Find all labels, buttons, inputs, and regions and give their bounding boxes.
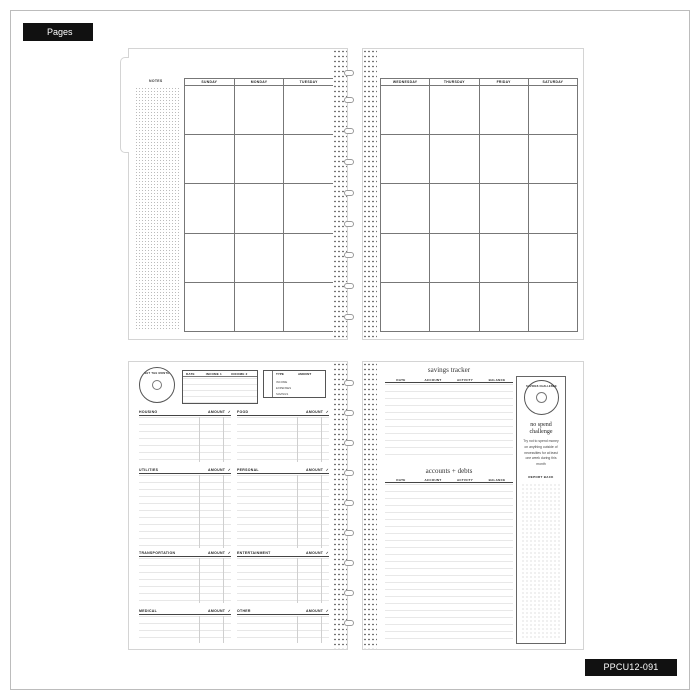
col-balance: BALANCE (488, 478, 506, 482)
challenge-badge (524, 380, 559, 415)
col-date: DATE (396, 478, 406, 482)
income-col-date: DATE (186, 372, 195, 376)
budget-block-medical (139, 609, 231, 643)
dot-pattern-strip (363, 362, 377, 649)
product-code: PPCU12-091 (585, 659, 677, 676)
amount-label: AMOUNT (306, 551, 324, 555)
check-label: ✓ (227, 410, 231, 414)
amount-label: AMOUNT (306, 468, 324, 472)
budget-block-entertainment (237, 551, 329, 603)
week-grid-right (380, 78, 578, 332)
check-label: ✓ (325, 551, 329, 555)
challenge-dot-grid (521, 483, 561, 639)
col-account: ACCOUNT (424, 478, 442, 482)
budget-page (128, 361, 348, 650)
category-label: ENTERTAINMENT (237, 551, 271, 555)
savings-tracker-table (385, 378, 513, 458)
day-header: THURSDAY (430, 79, 479, 86)
challenge-title-1: no spend (530, 422, 552, 428)
savings-page (362, 361, 584, 650)
dot-pattern-strip (363, 49, 377, 339)
day-header: SUNDAY (185, 79, 235, 86)
day-header: MONDAY (235, 79, 285, 86)
challenge-badge-text: SAVINGS CHALLENGE (526, 385, 557, 388)
amount-label: AMOUNT (208, 551, 226, 555)
accounts-debts-title: accounts + debts (425, 467, 473, 475)
section-label: Pages (23, 23, 93, 41)
amount-label: AMOUNT (306, 609, 324, 613)
page-tab (120, 57, 129, 153)
accounts-debts-table (385, 478, 513, 644)
category-label: HOUSING (139, 410, 158, 414)
amount-label: AMOUNT (208, 468, 226, 472)
challenge-title-2: challenge (529, 429, 553, 435)
category-label: FOOD (237, 410, 249, 414)
check-label: ✓ (227, 551, 231, 555)
budget-block-housing (139, 410, 231, 462)
report-back-label: REPORT BACK (528, 475, 554, 479)
goals-row: EXPENSES (276, 386, 292, 390)
check-label: ✓ (325, 609, 329, 613)
col-account: ACCOUNT (424, 378, 442, 382)
check-label: ✓ (325, 468, 329, 472)
category-label: TRANSPORTATION (139, 551, 176, 555)
category-label: MEDICAL (139, 609, 158, 613)
day-header: FRIDAY (480, 79, 529, 86)
income-table (182, 370, 258, 404)
goals-row: SAVINGS (276, 392, 289, 396)
month-badge (139, 367, 175, 403)
income-col-1: INCOME 1 (205, 372, 222, 376)
col-balance: BALANCE (488, 378, 506, 382)
goals-table (263, 370, 326, 398)
badge-inner-ring (536, 392, 547, 403)
week-grid-left (184, 78, 334, 332)
goals-col-type: TYPE (276, 372, 284, 376)
col-date: DATE (396, 378, 406, 382)
amount-label: AMOUNT (208, 410, 226, 414)
badge-text: SET THE MONTH (144, 372, 170, 375)
no-spend-challenge-box (516, 376, 566, 644)
badge-inner-ring (152, 380, 162, 390)
challenge-description: Try not to spend money on anything outside of necessities for at least one week during this month (523, 439, 559, 467)
col-activity: ACTIVITY (456, 478, 474, 482)
amount-label: AMOUNT (208, 609, 226, 613)
goals-col-amount: AMOUNT (298, 372, 312, 376)
category-label: PERSONAL (237, 468, 259, 472)
weekly-right-page (362, 48, 584, 340)
budget-block-utilities (139, 468, 231, 548)
category-label: UTILITIES (139, 468, 159, 472)
category-label: OTHER (237, 609, 251, 613)
income-col-2: INCOME 2 (231, 372, 248, 376)
goals-row: INCOME (276, 380, 288, 384)
notes-label: NOTES (149, 79, 163, 83)
check-label: ✓ (227, 468, 231, 472)
savings-tracker-title: savings tracker (427, 366, 471, 374)
check-label: ✓ (227, 609, 231, 613)
day-header: SATURDAY (529, 79, 578, 86)
day-header: TUESDAY (284, 79, 334, 86)
col-activity: ACTIVITY (456, 378, 474, 382)
budget-block-transportation (139, 551, 231, 603)
product-frame (10, 10, 690, 690)
notes-dot-grid (135, 87, 181, 331)
budget-block-personal (237, 468, 329, 548)
check-label: ✓ (325, 410, 329, 414)
amount-label: AMOUNT (306, 410, 324, 414)
budget-block-other (237, 609, 329, 643)
day-header: WEDNESDAY (381, 79, 430, 86)
budget-block-food (237, 410, 329, 462)
weekly-left-page (128, 48, 348, 340)
